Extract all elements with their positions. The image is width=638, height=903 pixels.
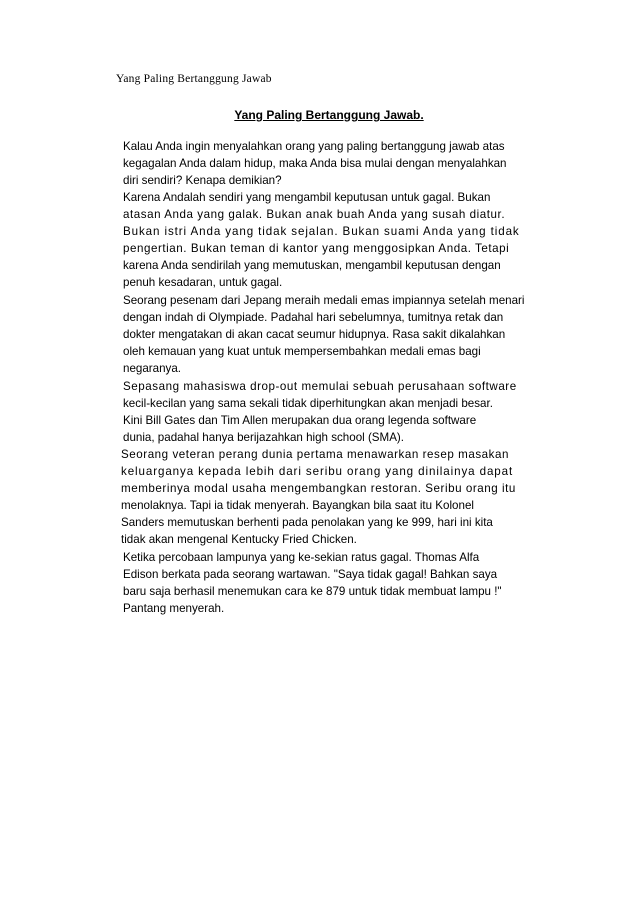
paragraph-line: tidak akan mengenal Kentucky Fried Chicken. xyxy=(121,533,357,546)
paragraph-line: pengertian. Bukan teman di kantor yang menggosipkan Anda. Tetapi xyxy=(123,242,510,255)
paragraph-line: Sepasang mahasiswa drop-out memulai sebuah perusahaan software xyxy=(123,380,517,393)
paragraph-line: karena Anda sendirilah yang memutuskan, mengambil keputusan dengan xyxy=(123,259,501,272)
paragraph-line: Kini Bill Gates dan Tim Allen merupakan dua orang legenda software xyxy=(123,414,477,427)
paragraph-line: Karena Andalah sendiri yang mengambil keputusan untuk gagal. Bukan xyxy=(123,191,491,204)
paragraph-line: Seorang pesenam dari Jepang meraih medali emas impiannya setelah menari xyxy=(123,294,525,307)
paragraph-line: dunia, padahal hanya berijazahkan high school (SMA). xyxy=(123,431,405,444)
paragraph-line: oleh kemauan yang kuat untuk mempersembahkan medali emas bagi xyxy=(123,345,481,358)
paragraph-line: memberinya modal usaha mengembangkan restoran. Seribu orang itu xyxy=(121,482,516,495)
document-title xyxy=(0,108,638,122)
paragraph-3 xyxy=(123,292,525,377)
paragraph-line: Edison berkata pada seorang wartawan. "Saya tidak gagal! Bahkan saya xyxy=(123,568,498,581)
paragraph-6 xyxy=(123,549,502,617)
paragraph-line: Bukan istri Anda yang tidak sejalan. Bukan suami Anda yang tidak xyxy=(123,225,520,238)
paragraph-line: baru saja berhasil menemukan cara ke 879 untuk tidak membuat lampu !" xyxy=(123,585,502,598)
paragraph-4 xyxy=(123,378,517,446)
paragraph-2 xyxy=(123,189,520,291)
paragraph-5 xyxy=(121,446,516,548)
paragraph-line: Pantang menyerah. xyxy=(123,602,225,615)
paragraph-line: Kalau Anda ingin menyalahkan orang yang paling bertanggung jawab atas xyxy=(123,140,505,153)
paragraph-line: dokter mengatakan di akan cacat seumur hidupnya. Rasa sakit dikalahkan xyxy=(123,328,506,341)
paragraph-line: menolaknya. Tapi ia tidak menyerah. Bayangkan bila saat itu Kolonel xyxy=(121,499,474,512)
running-header: Yang Paling Bertanggung Jawab xyxy=(116,73,272,85)
paragraph-line: keluarganya kepada lebih dari seribu orang yang dinilainya dapat xyxy=(121,465,514,478)
paragraph-line: diri sendiri? Kenapa demikian? xyxy=(123,174,282,187)
paragraph-line: dengan indah di Olympiade. Padahal hari sebelumnya, tumitnya retak dan xyxy=(123,311,504,324)
paragraph-line: Ketika percobaan lampunya yang ke-sekian ratus gagal. Thomas Alfa xyxy=(123,551,480,564)
paragraph-line: kegagalan Anda dalam hidup, maka Anda bisa mulai dengan menyalahkan xyxy=(123,157,507,170)
paragraph-line: negaranya. xyxy=(123,362,182,375)
paragraph-line: atasan Anda yang galak. Bukan anak buah Anda yang susah diatur. xyxy=(123,208,506,221)
paragraph-line: penuh kesadaran, untuk gagal. xyxy=(123,276,283,289)
document-title-text: Yang Paling Bertanggung Jawab. xyxy=(234,108,424,122)
paragraph-line: Sanders memutuskan berhenti pada penolakan yang ke 999, hari ini kita xyxy=(121,516,493,529)
paragraph-line: Seorang veteran perang dunia pertama menawarkan resep masakan xyxy=(121,448,510,461)
paragraph-line: kecil-kecilan yang sama sekali tidak diperhitungkan akan menjadi besar. xyxy=(123,397,493,410)
paragraph-1 xyxy=(123,138,507,189)
